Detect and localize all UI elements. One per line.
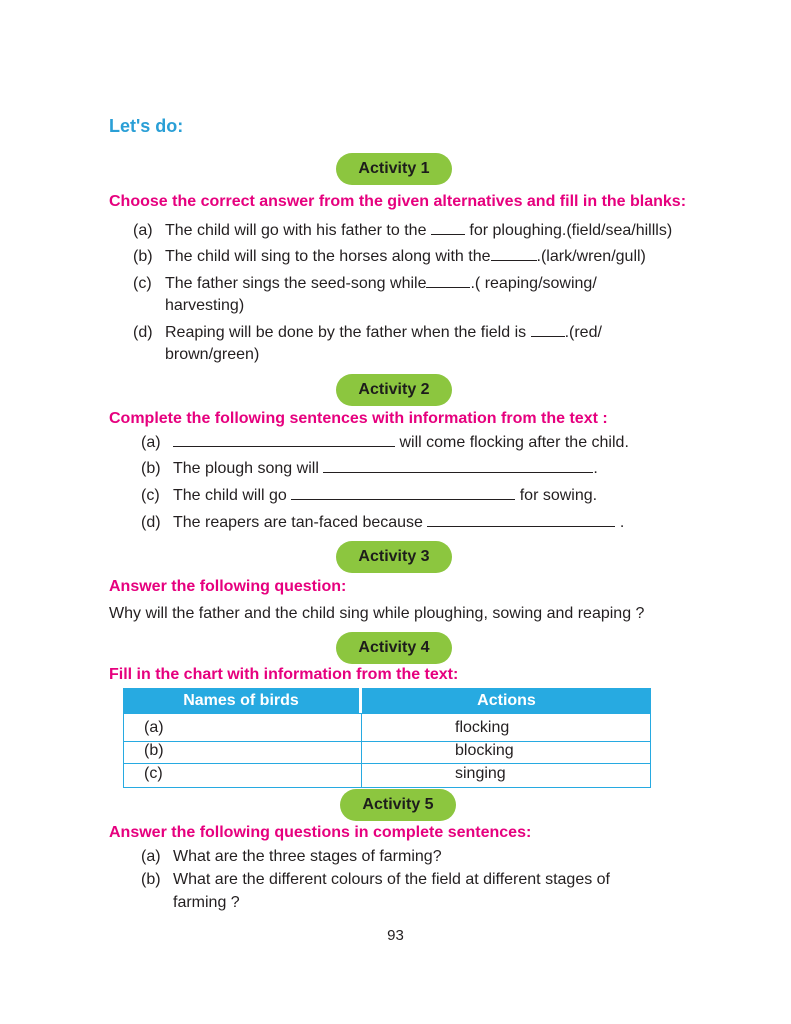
item-text: Reaping will be done by the father when the field is [165, 324, 527, 341]
activity-1-item-d [133, 321, 602, 344]
item-text: The child will sing to the horses along with the [165, 248, 491, 265]
table-cell-label: (a) [144, 719, 164, 736]
row-divider [124, 741, 650, 742]
answer-blank [426, 272, 470, 288]
activity-1-item-c [133, 272, 597, 295]
table-cell-action: flocking [455, 719, 510, 736]
activity-2-instruction: Complete the following sentences with information from the text : [109, 410, 608, 427]
column-header-actions: Actions [362, 688, 651, 713]
activity-1-instruction: Choose the correct answer from the given alternatives and fill in the blanks: [109, 193, 687, 210]
table-cell-action: blocking [455, 742, 514, 759]
section-heading: Let's do: [109, 116, 184, 136]
item-text: . [619, 514, 625, 531]
activity-2-item-b [141, 457, 598, 480]
column-header-birds: Names of birds [123, 688, 359, 713]
item-label: (c) [141, 487, 160, 504]
activity-4-instruction: Fill in the chart with information from the text: [109, 666, 459, 683]
item-text: The child will go [173, 487, 287, 504]
answer-blank [323, 457, 593, 473]
activity-2-item-a [141, 431, 629, 454]
activity-5-badge: Activity 5 [340, 789, 456, 821]
answer-blank [491, 245, 537, 261]
activity-1-item-c-cont: harvesting) [165, 297, 245, 314]
column-divider [361, 714, 362, 787]
item-text: .(lark/wren/gull) [536, 248, 646, 265]
item-label: (d) [133, 324, 153, 341]
activity-3-badge: Activity 3 [336, 541, 452, 573]
answer-blank [431, 219, 465, 235]
item-text: .( reaping/sowing/ [470, 275, 597, 292]
table-cell-label: (b) [144, 742, 164, 759]
item-text: .(red/ [564, 324, 602, 341]
item-text: The reapers are tan-faced because [173, 514, 423, 531]
item-text: . [593, 460, 598, 477]
activity-1-item-a [133, 219, 672, 242]
item-label: (b) [141, 460, 161, 477]
activity-5-item-b [141, 869, 610, 891]
activity-5-item-a [141, 846, 442, 868]
activity-2-item-d [141, 511, 624, 534]
item-label: (c) [133, 275, 152, 292]
activity-5-instruction: Answer the following questions in complete sentences: [109, 824, 532, 841]
answer-blank [173, 431, 395, 447]
item-label: (a) [141, 848, 161, 865]
item-label: (b) [141, 871, 161, 888]
item-text: What are the different colours of the field at different stages of [173, 871, 610, 888]
activity-1-badge: Activity 1 [336, 153, 452, 185]
activity-2-item-c [141, 484, 597, 507]
item-label: (d) [141, 514, 161, 531]
table-cell-action: singing [455, 765, 506, 782]
answer-blank [531, 321, 565, 337]
item-text: The father sings the seed-song while [165, 275, 427, 292]
answer-blank [427, 511, 615, 527]
item-text: for ploughing.(field/sea/hillls) [469, 222, 673, 239]
activity-4-badge: Activity 4 [336, 632, 452, 664]
item-text: will come flocking after the child. [399, 434, 629, 451]
item-text: What are the three stages of farming? [173, 848, 442, 865]
row-divider [124, 763, 650, 764]
item-text: The child will go with his father to the [165, 222, 427, 239]
table-body [123, 713, 651, 788]
activity-5-item-b-cont: farming ? [173, 894, 240, 911]
activity-3-instruction: Answer the following question: [109, 578, 347, 595]
birds-chart-table [123, 688, 651, 788]
item-label: (a) [133, 222, 153, 239]
answer-blank [291, 484, 515, 500]
item-label: (a) [141, 434, 161, 451]
activity-1-item-d-cont: brown/green) [165, 346, 260, 363]
page-number: 93 [387, 927, 404, 944]
table-cell-label: (c) [144, 765, 163, 782]
activity-2-badge: Activity 2 [336, 374, 452, 406]
item-label: (b) [133, 248, 153, 265]
activity-1-item-b [133, 245, 646, 268]
item-text: The plough song will [173, 460, 319, 477]
item-text: for sowing. [519, 487, 598, 504]
activity-3-question: Why will the father and the child sing while ploughing, sowing and reaping ? [109, 605, 645, 622]
